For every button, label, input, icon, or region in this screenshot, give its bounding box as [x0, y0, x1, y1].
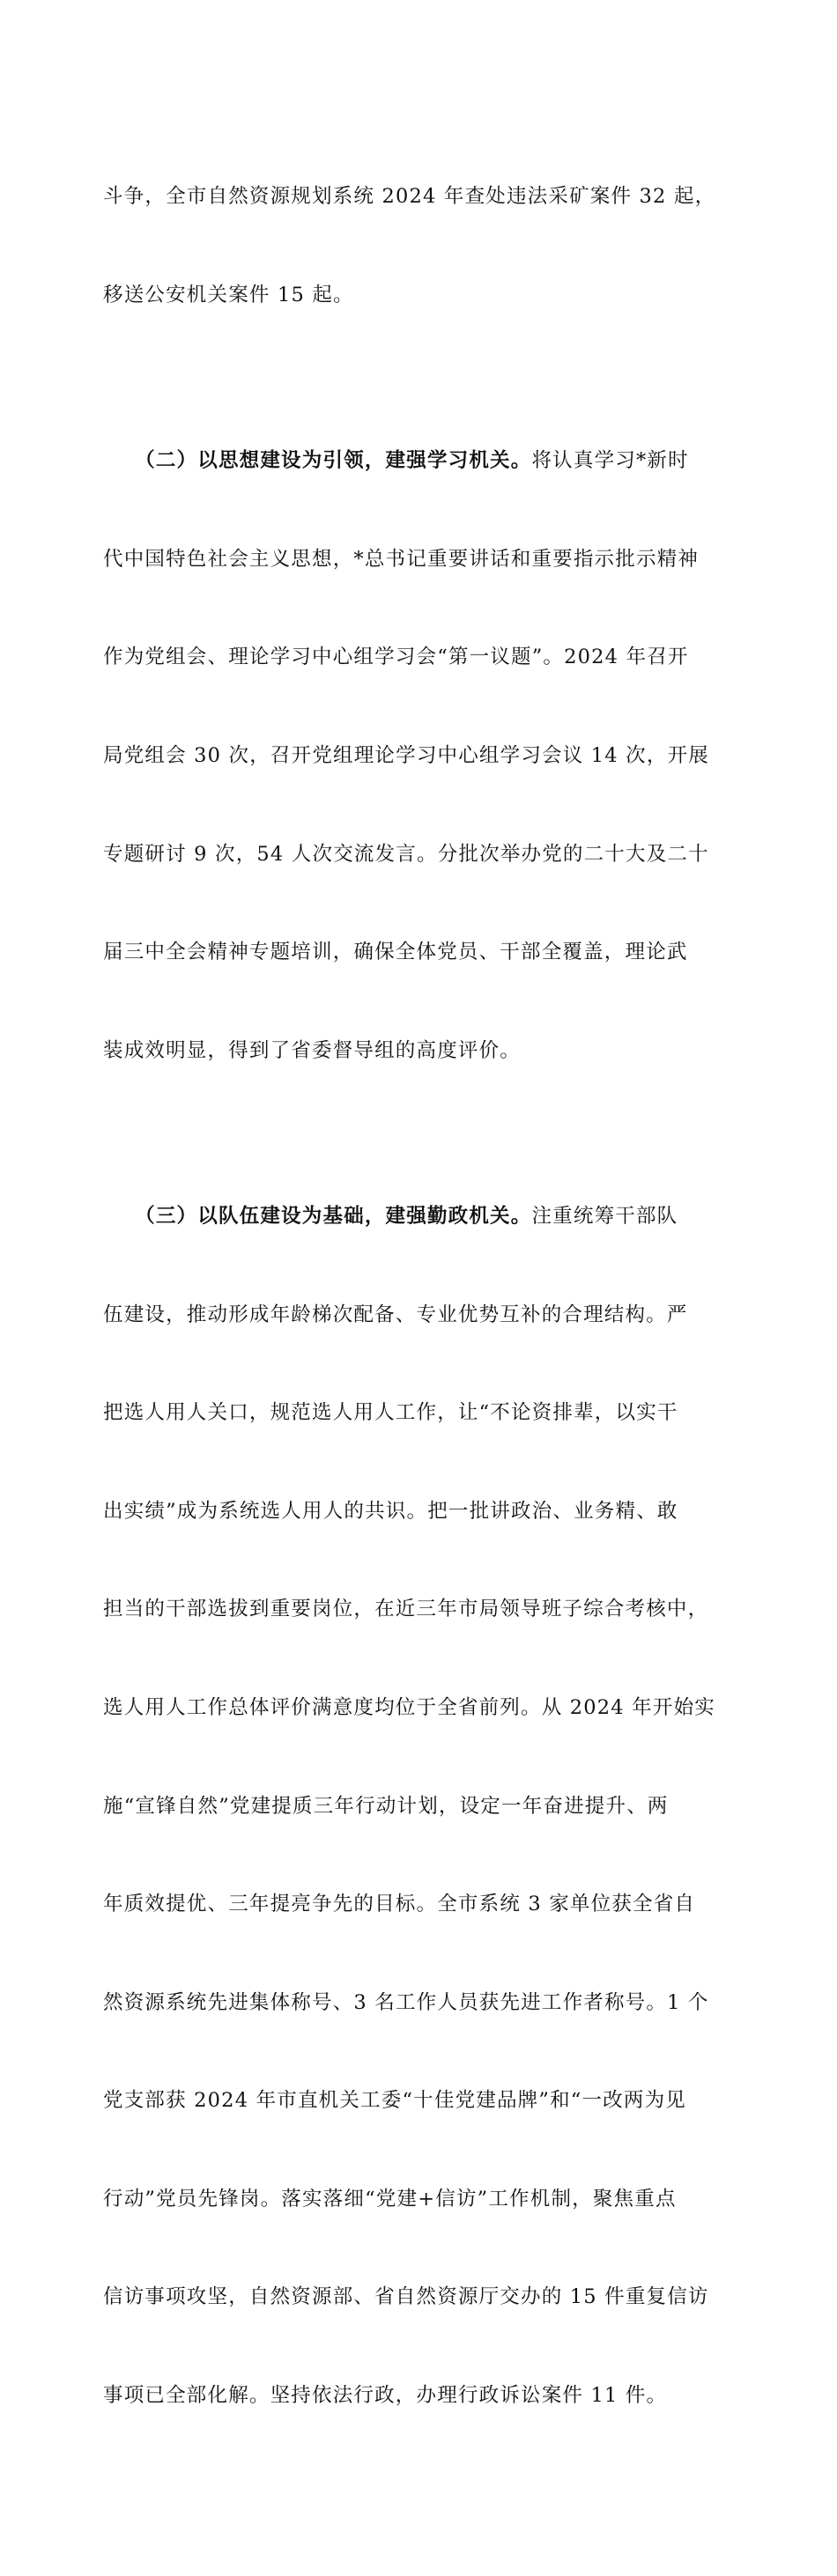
text-line: 行动”党员先锋岗。落实落细“党建+信访”工作机制，聚焦重点: [103, 2187, 677, 2211]
paragraph-enforcement-cases: [103, 115, 734, 378]
text-line-first: [103, 1200, 734, 1233]
text-line: 事项已全部化解。坚持依法行政，办理行政诉讼案件 11 件。: [103, 2384, 668, 2408]
text-line: 出实绩”成为系统选人用人的共识。把一批讲政治、业务精、敢: [103, 1499, 678, 1523]
text-line: 党支部获 2024 年市直机关工委“十佳党建品牌”和“一改两为见: [103, 2089, 686, 2113]
document-body: [103, 115, 734, 2576]
text-line: 移送公安机关案件 15 起。: [103, 284, 354, 306]
text-line: 选人用人工作总体评价满意度均位于全省前列。从 2024 年开始实: [103, 1695, 715, 1719]
paragraph-learning-organ: [103, 380, 734, 1133]
text-line: 信访事项攻坚，自然资源部、省自然资源厅交办的 15 件重复信访: [103, 2285, 709, 2309]
text-line: [103, 2478, 734, 2511]
text-line: 然资源系统先进集体称号、3 名工作人员获先进工作者称号。1 个: [103, 1990, 709, 2014]
section-heading-three: （三）以队伍建设为基础，建强勤政机关。: [144, 1204, 532, 1228]
text-line: 代中国特色社会主义思想，*总书记重要讲话和重要指示批示精神: [103, 547, 700, 571]
text-line-first: [103, 445, 734, 477]
text-line: 担当的干部选拔到重要岗位，在近三年市局领导班子综合考核中，: [103, 1598, 709, 1621]
text-line: 装成效明显，得到了省委督导组的高度评价。: [103, 1038, 522, 1062]
paragraph-diligent-organ: [103, 1135, 734, 2576]
text-line: 把选人用人关口，规范选人用人工作，让“不论资排辈，以实干: [103, 1401, 678, 1425]
text-line: 届三中全会精神专题培训，确保全体党员、干部全覆盖，理论武: [103, 941, 688, 964]
section-heading-two: （二）以思想建设为引领，建强学习机关。: [144, 449, 532, 473]
text-line-first-rest: 将认真学习*新时: [531, 449, 689, 473]
text-line: 局党组会 30 次，召开党组理论学习中心组学习会议 14 次，开展: [103, 743, 709, 767]
text-line: 伍建设，推动形成年龄梯次配备、专业优势互补的合理结构。严: [103, 1303, 688, 1326]
text-line: 斗争，全市自然资源规划系统 2024 年查处违法采矿案件 32 起，: [103, 185, 716, 209]
text-line: 年质效提优、三年提亮争先的目标。全市系统 3 家单位获全省自: [103, 1893, 696, 1916]
text-line-first-rest: 注重统筹干部队: [531, 1204, 678, 1228]
text-line: 施“宣锋自然”党建提质三年行动计划，设定一年奋进提升、两: [103, 1794, 669, 1818]
text-line: 作为党组会、理论学习中心组学习会“第一议题”。2024 年召开: [103, 646, 689, 669]
text-line: 专题研讨 9 次，54 人次交流发言。分批次举办党的二十大及二十: [103, 842, 709, 866]
